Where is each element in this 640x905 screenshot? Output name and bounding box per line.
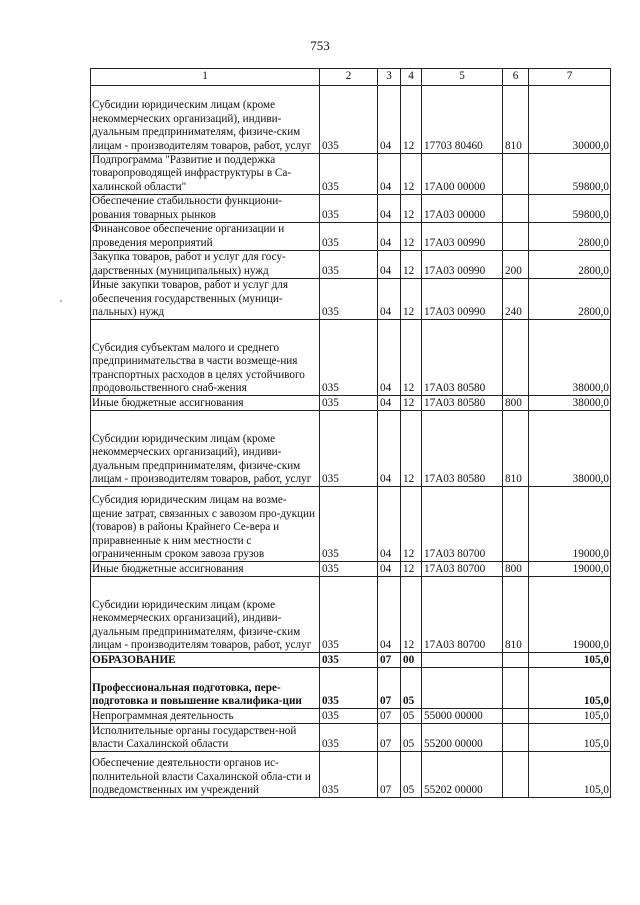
page-number: 753 [310, 38, 330, 53]
cell-amount: 30000,0 [529, 86, 611, 154]
row-name: Субсидии юридическим лицам (кроме некоммерческих организаций), индиви-дуальным предпринимателям, физиче-ским лицам - производителям товаров, работ, услуг [91, 577, 320, 653]
cell-ministry: 035 [320, 154, 378, 195]
row-name: Обеспечение деятельности органов ис-полнительной власти Сахалинской обла-сти и подведомственных им учреждений [91, 752, 320, 798]
table-row [91, 251, 611, 279]
cell-section: 04 [378, 577, 401, 653]
column-header: 4 [401, 69, 422, 86]
cell-ministry: 035 [320, 653, 378, 668]
cell-amount: 19000,0 [529, 577, 611, 653]
table-row [91, 487, 611, 562]
column-header: 7 [529, 69, 611, 86]
cell-subsection: 12 [401, 223, 422, 251]
cell-target-article: 17А03 00000 [422, 195, 503, 223]
cell-target-article: 55000 00000 [422, 709, 503, 724]
cell-expense-type [503, 724, 529, 752]
cell-target-article [422, 653, 503, 668]
cell-target-article: 17А00 00000 [422, 154, 503, 195]
cell-expense-type: 810 [503, 411, 529, 487]
table-row [91, 86, 611, 154]
row-name: Обеспечение стабильности функциони-рования товарных рынков [91, 195, 320, 223]
cell-section: 04 [378, 223, 401, 251]
cell-target-article: 55200 00000 [422, 724, 503, 752]
cell-subsection: 12 [401, 279, 422, 320]
cell-section: 04 [378, 195, 401, 223]
cell-target-article: 17А03 80580 [422, 320, 503, 396]
cell-expense-type [503, 653, 529, 668]
cell-section: 07 [378, 752, 401, 798]
cell-section: 07 [378, 724, 401, 752]
cell-ministry: 035 [320, 251, 378, 279]
table-row [91, 653, 611, 668]
table-row [91, 562, 611, 577]
cell-target-article: 17А03 80700 [422, 562, 503, 577]
cell-expense-type: 800 [503, 562, 529, 577]
cell-subsection: 05 [401, 724, 422, 752]
table-row [91, 320, 611, 396]
row-name: Иные закупки товаров, работ и услуг для обеспечения государственных (муници-пальных) нужд [91, 279, 320, 320]
table-row [91, 154, 611, 195]
column-header: 5 [422, 69, 503, 86]
cell-subsection: 12 [401, 86, 422, 154]
table-row [91, 223, 611, 251]
cell-ministry: 035 [320, 752, 378, 798]
cell-target-article: 17А03 00990 [422, 251, 503, 279]
cell-subsection: 12 [401, 487, 422, 562]
table-row [91, 668, 611, 709]
cell-ministry: 035 [320, 724, 378, 752]
scan-speck [60, 300, 62, 302]
cell-target-article [422, 668, 503, 709]
cell-expense-type [503, 223, 529, 251]
cell-amount: 2800,0 [529, 223, 611, 251]
row-name: Финансовое обеспечение организации и проведения мероприятий [91, 223, 320, 251]
cell-subsection: 12 [401, 411, 422, 487]
cell-amount: 38000,0 [529, 320, 611, 396]
row-name: Субсидия субъектам малого и среднего предпринимательства в части возмеще-ния транспортных расходов в целях устойчивого продовольственного снаб-жения [91, 320, 320, 396]
row-name: Субсидии юридическим лицам (кроме некоммерческих организаций), индиви-дуальным предпринимателям, физиче-ским лицам - производителям товаров, работ, услуг [91, 411, 320, 487]
cell-ministry: 035 [320, 577, 378, 653]
cell-subsection: 12 [401, 577, 422, 653]
table-row [91, 279, 611, 320]
cell-section: 04 [378, 320, 401, 396]
cell-section: 04 [378, 86, 401, 154]
cell-expense-type [503, 752, 529, 798]
budget-table [90, 68, 611, 798]
cell-amount: 38000,0 [529, 411, 611, 487]
cell-section: 04 [378, 562, 401, 577]
cell-amount: 59800,0 [529, 195, 611, 223]
cell-subsection: 12 [401, 396, 422, 411]
cell-section: 07 [378, 709, 401, 724]
cell-ministry: 035 [320, 195, 378, 223]
row-name: Непрограммная деятельность [91, 709, 320, 724]
cell-target-article: 17А03 80580 [422, 411, 503, 487]
cell-subsection: 00 [401, 653, 422, 668]
cell-subsection: 05 [401, 668, 422, 709]
cell-section: 04 [378, 279, 401, 320]
cell-target-article: 17703 80460 [422, 86, 503, 154]
column-header: 2 [320, 69, 378, 86]
cell-amount: 105,0 [529, 668, 611, 709]
row-name: Иные бюджетные ассигнования [91, 396, 320, 411]
table-header-row [91, 69, 611, 86]
column-header: 3 [378, 69, 401, 86]
cell-expense-type [503, 154, 529, 195]
cell-amount: 105,0 [529, 709, 611, 724]
cell-section: 04 [378, 396, 401, 411]
row-name: Профессиональная подготовка, пере-подготовка и повышение квалифика-ции [91, 668, 320, 709]
cell-expense-type [503, 195, 529, 223]
cell-amount: 19000,0 [529, 562, 611, 577]
cell-ministry: 035 [320, 223, 378, 251]
table-row [91, 411, 611, 487]
table-row [91, 709, 611, 724]
cell-ministry: 035 [320, 86, 378, 154]
row-name: Закупка товаров, работ и услуг для госу-дарственных (муниципальных) нужд [91, 251, 320, 279]
cell-target-article: 17А03 00990 [422, 223, 503, 251]
cell-amount: 105,0 [529, 752, 611, 798]
table-row [91, 396, 611, 411]
table-row [91, 724, 611, 752]
cell-target-article: 17А03 00990 [422, 279, 503, 320]
cell-subsection: 12 [401, 562, 422, 577]
cell-expense-type: 240 [503, 279, 529, 320]
row-name: Подпрограмма "Развитие и поддержка товаропроводящей инфраструктуры в Са-халинской области" [91, 154, 320, 195]
cell-subsection: 12 [401, 154, 422, 195]
cell-target-article: 17А03 80580 [422, 396, 503, 411]
cell-amount: 105,0 [529, 653, 611, 668]
cell-amount: 105,0 [529, 724, 611, 752]
cell-section: 07 [378, 653, 401, 668]
cell-target-article: 17А03 80700 [422, 487, 503, 562]
cell-target-article: 17А03 80700 [422, 577, 503, 653]
cell-ministry: 035 [320, 411, 378, 487]
cell-subsection: 05 [401, 752, 422, 798]
row-name: Исполнительные органы государствен-ной власти Сахалинской области [91, 724, 320, 752]
row-name: Субсидии юридическим лицам (кроме некоммерческих организаций), индиви-дуальным предпринимателям, физиче-ским лицам - производителям товаров, работ, услуг [91, 86, 320, 154]
cell-expense-type [503, 668, 529, 709]
cell-section: 04 [378, 411, 401, 487]
cell-ministry: 035 [320, 668, 378, 709]
cell-amount: 38000,0 [529, 396, 611, 411]
cell-subsection: 12 [401, 320, 422, 396]
cell-section: 04 [378, 251, 401, 279]
cell-amount: 2800,0 [529, 279, 611, 320]
cell-amount: 2800,0 [529, 251, 611, 279]
table-row [91, 195, 611, 223]
cell-ministry: 035 [320, 709, 378, 724]
table-row [91, 577, 611, 653]
cell-expense-type [503, 487, 529, 562]
cell-ministry: 035 [320, 279, 378, 320]
cell-ministry: 035 [320, 396, 378, 411]
row-name: Субсидия юридическим лицам на возме-щение затрат, связанных с завозом про-дукции (товаров) в районы Крайнего Се-вера и приравненные к ним местности с ограниченным сроком завоза грузов [91, 487, 320, 562]
cell-amount: 19000,0 [529, 487, 611, 562]
cell-section: 04 [378, 154, 401, 195]
cell-ministry: 035 [320, 320, 378, 396]
cell-expense-type: 800 [503, 396, 529, 411]
cell-subsection: 05 [401, 709, 422, 724]
cell-ministry: 035 [320, 562, 378, 577]
cell-subsection: 12 [401, 195, 422, 223]
cell-section: 04 [378, 487, 401, 562]
cell-expense-type [503, 709, 529, 724]
column-header: 6 [503, 69, 529, 86]
cell-subsection: 12 [401, 251, 422, 279]
cell-expense-type: 810 [503, 86, 529, 154]
column-header: 1 [91, 69, 320, 86]
cell-amount: 59800,0 [529, 154, 611, 195]
cell-target-article: 55202 00000 [422, 752, 503, 798]
table-row [91, 752, 611, 798]
cell-section: 07 [378, 668, 401, 709]
cell-expense-type: 200 [503, 251, 529, 279]
row-name: Иные бюджетные ассигнования [91, 562, 320, 577]
cell-expense-type: 810 [503, 577, 529, 653]
row-name: ОБРАЗОВАНИЕ [91, 653, 320, 668]
cell-ministry: 035 [320, 487, 378, 562]
cell-expense-type [503, 320, 529, 396]
